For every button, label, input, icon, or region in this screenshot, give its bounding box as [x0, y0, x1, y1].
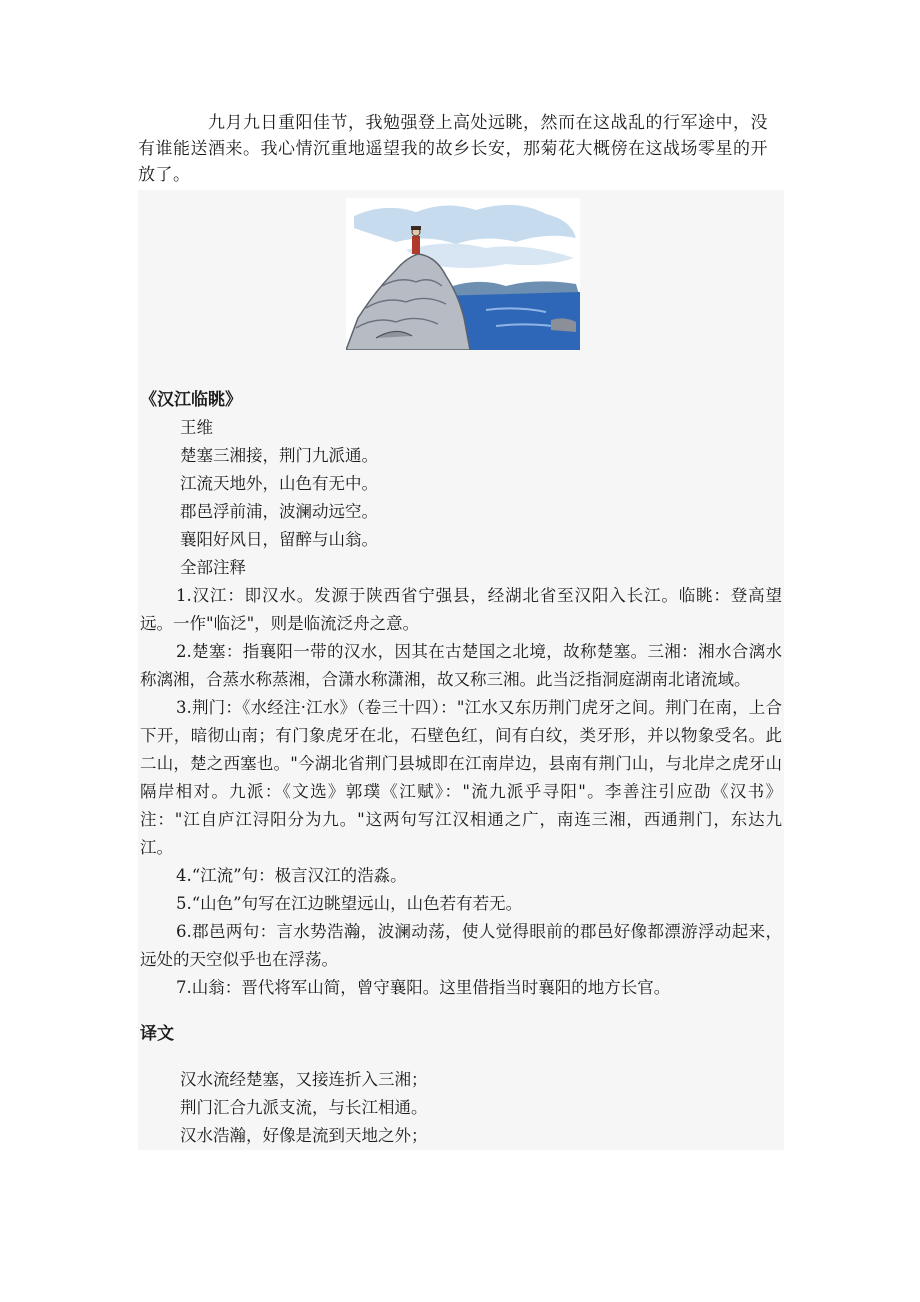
intro-paragraph: 九月九日重阳佳节，我勉强登上高处远眺，然而在这战乱的行军途中，没有谁能送酒来。我心情沉重地遥望我的故乡长安，那菊花大概傍在这战场零星的开放了。: [138, 113, 768, 185]
note-item: 2.楚塞：指襄阳一带的汉水，因其在古楚国之北境，故称楚塞。三湘：湘水合漓水称漓湘，合蒸水称蒸湘，合潇水称潇湘，故又称三湘。此当泛指洞庭湖南北诸流域。: [140, 642, 782, 689]
translation-heading: 译文: [140, 1024, 174, 1044]
poem-line: 楚塞三湘接，荆门九派通。: [180, 446, 378, 465]
mountain-lake-illustration-icon: [346, 198, 580, 350]
note-item: 7.山翁：晋代将军山简，曾守襄阳。这里借指当时襄阳的地方长官。: [176, 978, 671, 997]
note-item: 3.荆门：《水经注·江水》（卷三十四）："江水又东历荆门虎牙之间。荆门在南，上合下开，暗彻山南；有门象虎牙在北，石壁色红，间有白纹，类牙形，并以物象受名。此二山，楚之西塞也。"今湖北省荆门县城即在江南岸边，县南有荆门山，与北岸之虎牙山隔岸相对。九派：《文选》郭璞《江赋》："流九派乎寻阳"。李善注引应劭《汉书》注："江自庐江浔阳分为九。"这两句写江汉相通之广，南连三湘，西通荆门，东达九江。: [140, 698, 782, 857]
notes-heading: 全部注释: [180, 558, 246, 577]
shaded-section: [138, 190, 784, 1150]
poem-line: 襄阳好风日，留醉与山翁。: [180, 530, 378, 549]
note-item: 1.汉江：即汉水。发源于陕西省宁强县，经湖北省至汉阳入长江。临眺：登高望远。一作"临泛"，则是临流泛舟之意。: [140, 586, 782, 633]
poem-author: 王维: [180, 418, 213, 437]
poem-line: 江流天地外，山色有无中。: [180, 474, 378, 493]
illustration-area: [138, 190, 784, 386]
note-item: 4.“江流”句：极言汉江的浩淼。: [176, 866, 407, 885]
translation-line: 荆门汇合九派支流，与长江相通。: [180, 1098, 428, 1117]
translation-line: 汉水流经楚塞，又接连折入三湘；: [180, 1070, 428, 1089]
poem-section: [138, 386, 784, 1150]
document-page: [138, 110, 784, 1150]
translation-line: 汉水浩瀚，好像是流到天地之外；: [180, 1126, 428, 1145]
note-item: 5.“山色”句写在江边眺望远山，山色若有若无。: [176, 894, 523, 913]
poem-title: 《汉江临眺》: [140, 390, 242, 410]
poem-line: 郡邑浮前浦，波澜动远空。: [180, 502, 378, 521]
note-item: 6.郡邑两句：言水势浩瀚，波澜动荡，使人觉得眼前的郡邑好像都漂游浮动起来，远处的天空似乎也在浮荡。: [140, 922, 782, 969]
